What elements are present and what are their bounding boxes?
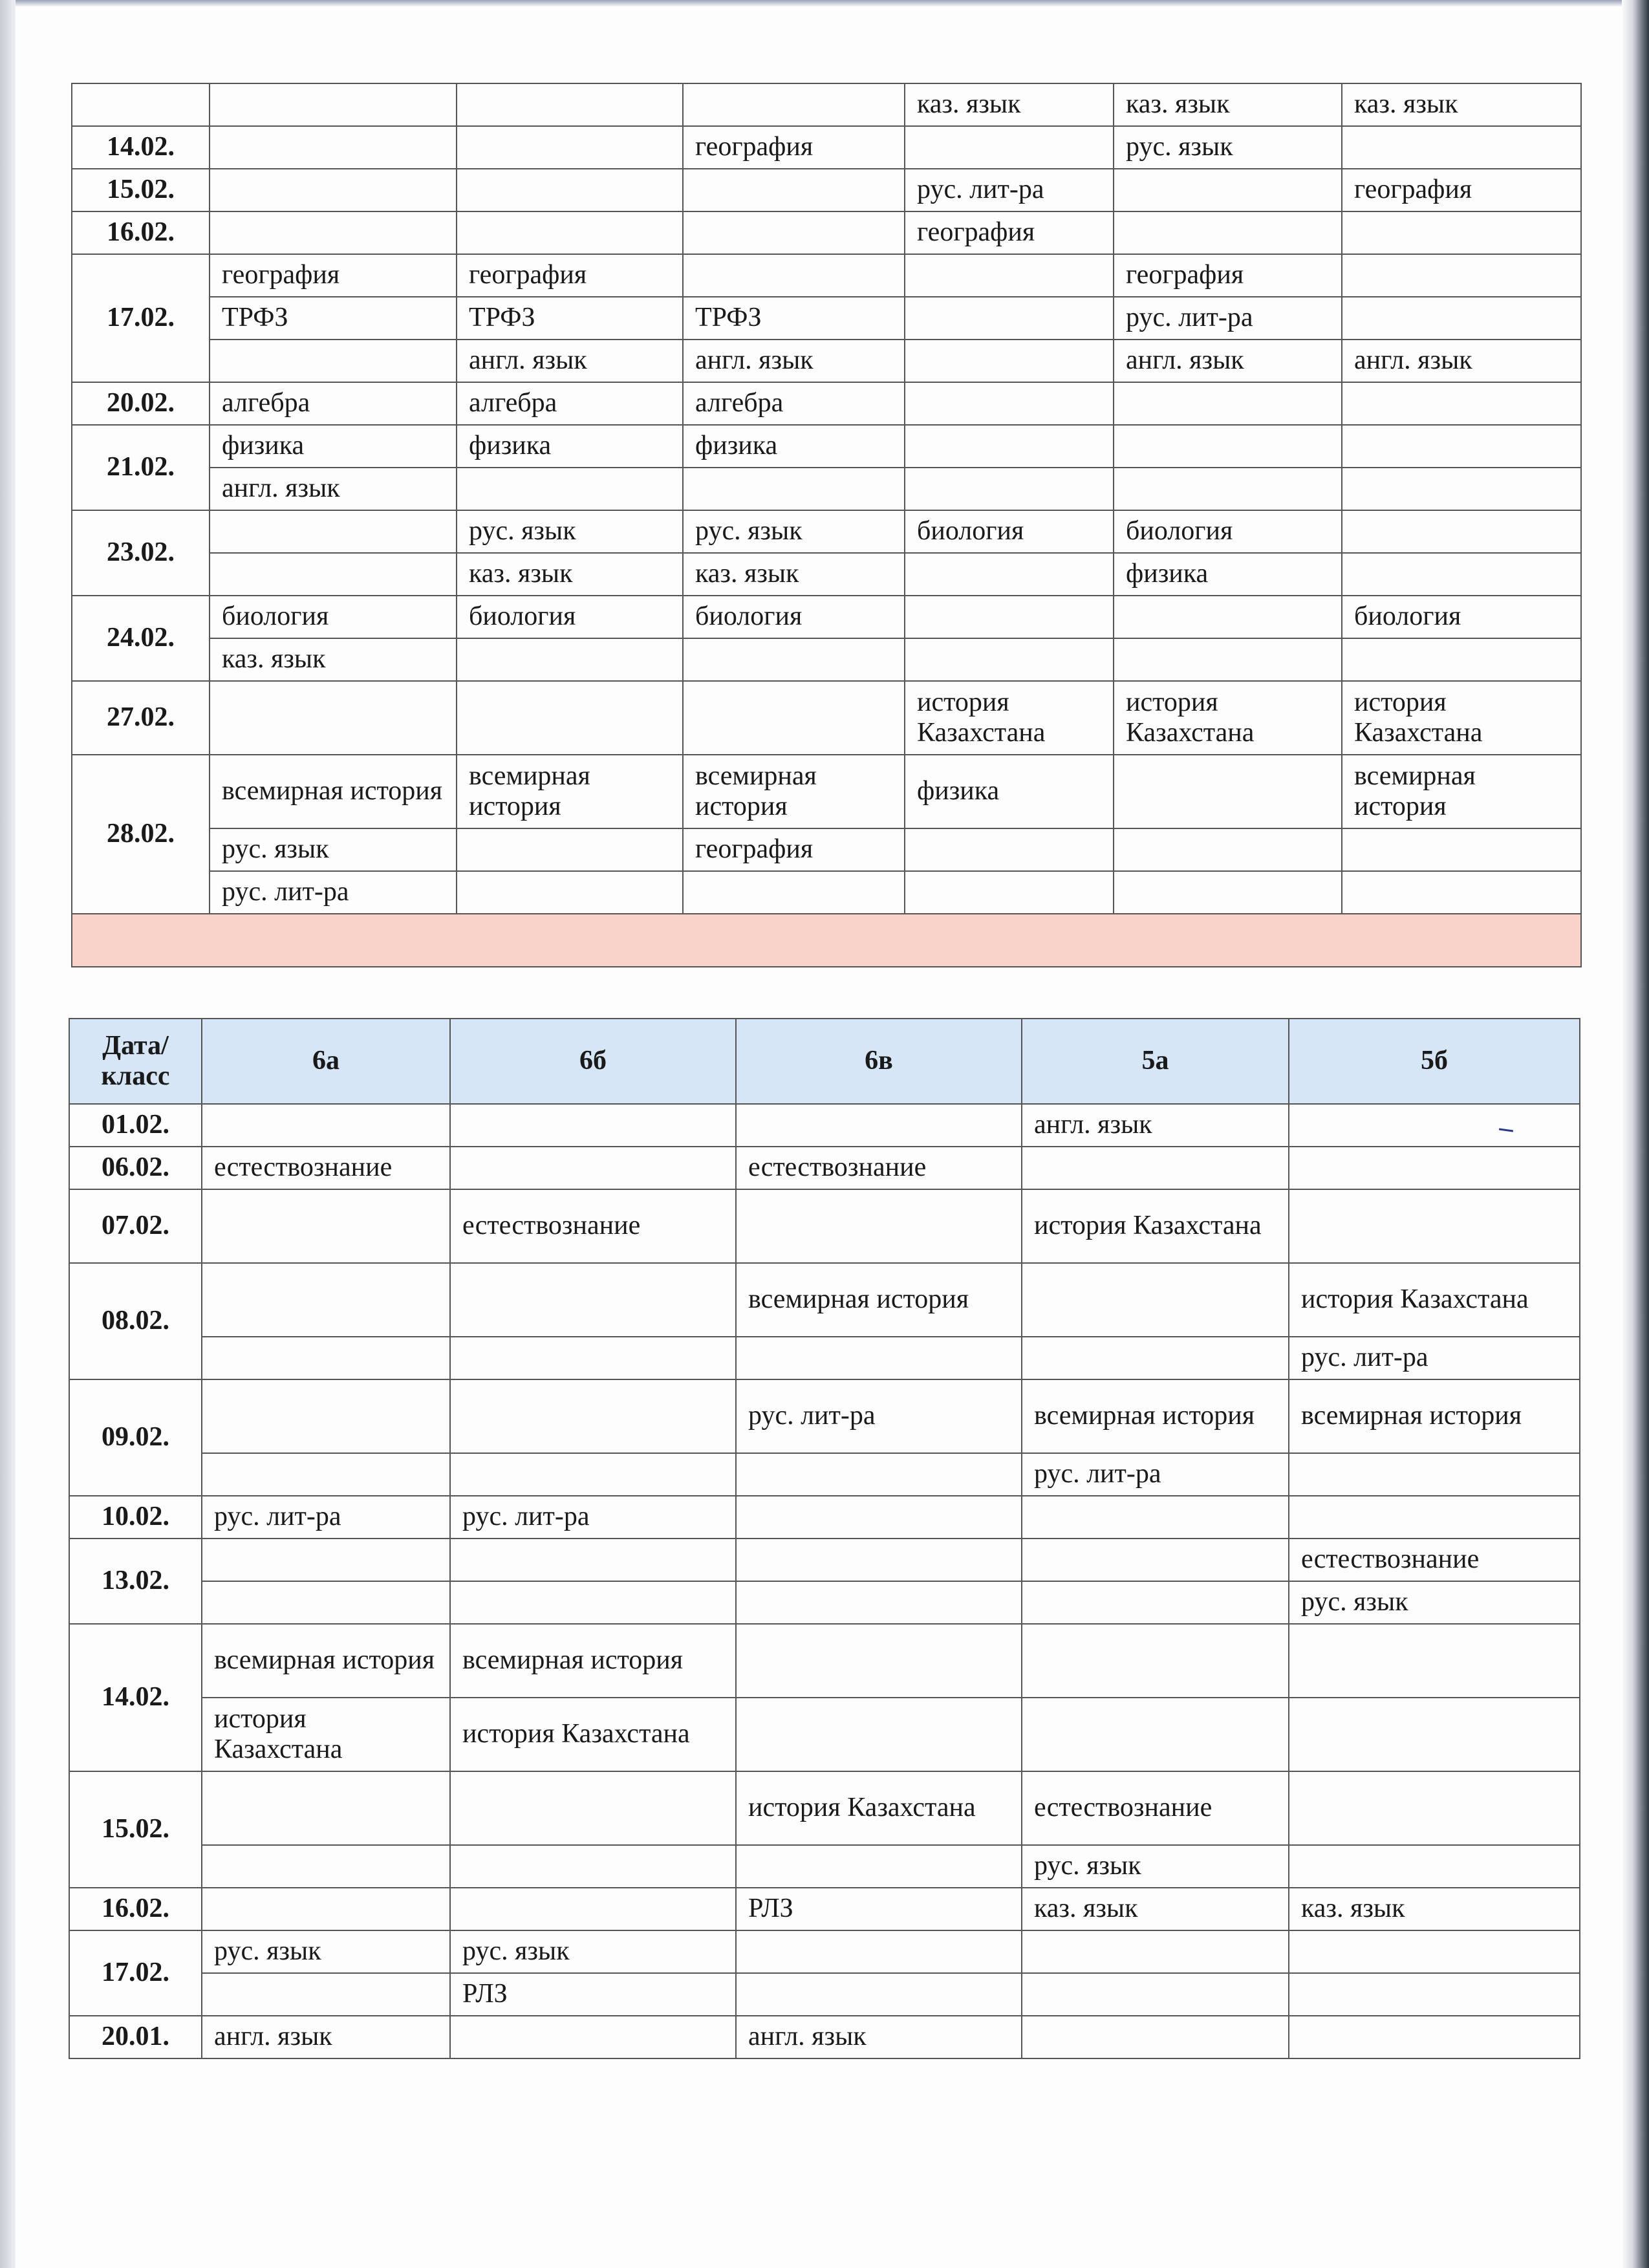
table-cell [1114, 468, 1342, 510]
table-cell [736, 1337, 1022, 1379]
table-cell: каз. язык [1342, 83, 1581, 126]
table-cell [683, 871, 905, 914]
table-cell [1022, 1581, 1289, 1624]
table-cell [202, 1453, 450, 1496]
table-row [69, 1104, 1580, 1147]
table-cell [1342, 211, 1581, 254]
date-cell: 14.02. [72, 126, 210, 169]
table-cell [1114, 871, 1342, 914]
table-cell: география [905, 211, 1114, 254]
table-cell [457, 871, 683, 914]
table-cell [457, 126, 683, 169]
table-cell [1022, 1539, 1289, 1581]
table-cell [1022, 1973, 1289, 2016]
table-cell [736, 1973, 1022, 2016]
table-row [72, 828, 1581, 871]
table-cell [202, 1771, 450, 1845]
table-cell [202, 1845, 450, 1888]
table-cell [210, 510, 457, 553]
date-cell: 27.02. [72, 681, 210, 755]
table-row [72, 510, 1581, 553]
table-row [72, 638, 1581, 681]
table-cell: биология [683, 596, 905, 638]
table-cell: англ. язык [457, 340, 683, 382]
table-cell: ТРФЗ [683, 297, 905, 340]
table-cell [1022, 1147, 1289, 1189]
table-cell [736, 1581, 1022, 1624]
table-cell: англ. язык [1022, 1104, 1289, 1147]
table-cell [736, 1496, 1022, 1539]
table-row [69, 1453, 1580, 1496]
table-cell [210, 169, 457, 211]
table-row [69, 1888, 1580, 1930]
table-cell: каз. язык [1022, 1888, 1289, 1930]
table-cell: РЛЗ [736, 1888, 1022, 1930]
table-cell [1289, 1698, 1580, 1771]
table-cell: история Казахстана [736, 1771, 1022, 1845]
header-6v: 6в [736, 1019, 1022, 1104]
table-cell [1114, 828, 1342, 871]
table-cell: физика [683, 425, 905, 468]
table-cell [210, 83, 457, 126]
table-cell: всемирная история [1022, 1379, 1289, 1453]
table-cell [210, 340, 457, 382]
table-cell [202, 1581, 450, 1624]
table-cell: рус. лит-ра [1022, 1453, 1289, 1496]
table-cell [1114, 425, 1342, 468]
date-cell: 06.02. [69, 1147, 202, 1189]
table-cell [210, 126, 457, 169]
table-cell: рус. лит-ра [1289, 1337, 1580, 1379]
date-cell: 15.02. [69, 1771, 202, 1888]
table-cell: алгебра [210, 382, 457, 425]
table-cell [905, 340, 1114, 382]
table-cell [1342, 382, 1581, 425]
table-cell: рус. язык [1022, 1845, 1289, 1888]
table-cell: каз. язык [905, 83, 1114, 126]
date-cell: 07.02. [69, 1189, 202, 1263]
date-cell: 17.02. [72, 254, 210, 382]
table-cell [202, 1973, 450, 2016]
table-cell [1289, 1845, 1580, 1888]
table-cell [457, 468, 683, 510]
table-cell [202, 1888, 450, 1930]
table-cell [210, 211, 457, 254]
table-row [72, 468, 1581, 510]
date-cell: 01.02. [69, 1104, 202, 1147]
table-cell [1289, 1624, 1580, 1698]
table-cell: история Казахстана [905, 681, 1114, 755]
table-cell [1289, 1104, 1580, 1147]
table-row [72, 340, 1581, 382]
date-cell: 20.02. [72, 382, 210, 425]
table-cell: всемирная история [210, 755, 457, 828]
table-cell: биология [210, 596, 457, 638]
table-cell: ТРФЗ [457, 297, 683, 340]
date-cell [72, 83, 210, 126]
header-date-class: Дата/ класс [69, 1019, 202, 1104]
table-cell [1114, 169, 1342, 211]
table-cell [1114, 596, 1342, 638]
table-cell [1342, 638, 1581, 681]
table-cell: рус. лит-ра [202, 1496, 450, 1539]
date-cell: 17.02. [69, 1930, 202, 2016]
table-row [72, 681, 1581, 755]
schedule-table-bottom [69, 1018, 1580, 2059]
table-cell [450, 1845, 736, 1888]
table-cell [683, 83, 905, 126]
table-cell [457, 211, 683, 254]
date-cell: 08.02. [69, 1263, 202, 1379]
table-cell [905, 596, 1114, 638]
table-cell: всемирная история [1289, 1379, 1580, 1453]
table-cell [1342, 425, 1581, 468]
table-row [72, 425, 1581, 468]
table-cell: всемирная история [736, 1263, 1022, 1337]
table-cell: история Казахстана [202, 1698, 450, 1771]
table-cell [1289, 1973, 1580, 2016]
table-cell: всемирная история [457, 755, 683, 828]
table-row [72, 755, 1581, 828]
table-cell [202, 1263, 450, 1337]
table-cell: естествознание [450, 1189, 736, 1263]
table-row [69, 1845, 1580, 1888]
table-cell [1342, 254, 1581, 297]
table-cell [905, 297, 1114, 340]
date-cell: 20.01. [69, 2016, 202, 2058]
table-cell [1342, 468, 1581, 510]
table-cell [736, 1104, 1022, 1147]
table-cell: биология [457, 596, 683, 638]
table-cell [1342, 510, 1581, 553]
table-cell: рус. лит-ра [450, 1496, 736, 1539]
table-cell [905, 553, 1114, 596]
scan-edge-left [0, 0, 16, 2268]
date-cell: 21.02. [72, 425, 210, 510]
table-cell [1022, 1263, 1289, 1337]
table-cell: естествознание [202, 1147, 450, 1189]
table-row [72, 553, 1581, 596]
table-row [72, 596, 1581, 638]
table-cell: рус. язык [1114, 126, 1342, 169]
table-cell [1342, 126, 1581, 169]
table-cell [1114, 382, 1342, 425]
table-cell [905, 126, 1114, 169]
table-cell [202, 1104, 450, 1147]
table-cell [450, 1379, 736, 1453]
table-cell [450, 1771, 736, 1845]
table-cell [1342, 553, 1581, 596]
table-row [72, 297, 1581, 340]
table-cell [683, 468, 905, 510]
table-cell: рус. язык [202, 1930, 450, 1973]
header-6a: 6а [202, 1019, 450, 1104]
table-cell: физика [1114, 553, 1342, 596]
table-cell: рус. язык [210, 828, 457, 871]
table-cell [683, 638, 905, 681]
table-cell: естествознание [1022, 1771, 1289, 1845]
header-6b: 6б [450, 1019, 736, 1104]
table-cell [736, 1845, 1022, 1888]
table-row [72, 83, 1581, 126]
table-cell [1022, 1698, 1289, 1771]
table-cell [202, 1379, 450, 1453]
table-row [69, 1581, 1580, 1624]
date-cell: 09.02. [69, 1379, 202, 1496]
header-5a: 5а [1022, 1019, 1289, 1104]
table-cell [457, 169, 683, 211]
table-row [69, 1379, 1580, 1453]
table-cell [202, 1539, 450, 1581]
table-row [69, 1147, 1580, 1189]
table-cell [1289, 1771, 1580, 1845]
table-row [69, 1771, 1580, 1845]
table-cell: география [683, 126, 905, 169]
table-cell: алгебра [457, 382, 683, 425]
scan-edge-right [1622, 0, 1649, 2268]
table-cell: география [457, 254, 683, 297]
table-cell [736, 1698, 1022, 1771]
table-cell [450, 2016, 736, 2058]
date-cell: 24.02. [72, 596, 210, 681]
table-cell [736, 1189, 1022, 1263]
table-row [69, 1930, 1580, 1973]
table-cell [905, 382, 1114, 425]
date-cell: 15.02. [72, 169, 210, 211]
table-cell [1289, 1496, 1580, 1539]
schedule-table-top [71, 83, 1582, 967]
table-cell [905, 468, 1114, 510]
table-row [72, 169, 1581, 211]
table-cell [1022, 1337, 1289, 1379]
table-cell: история Казахстана [1022, 1189, 1289, 1263]
table-cell: каз. язык [683, 553, 905, 596]
table-cell [1022, 2016, 1289, 2058]
table-cell [905, 871, 1114, 914]
date-cell: 28.02. [72, 755, 210, 914]
table-cell: англ. язык [1114, 340, 1342, 382]
table-cell: каз. язык [210, 638, 457, 681]
table-cell: рус. язык [457, 510, 683, 553]
table-cell: всемирная история [1342, 755, 1581, 828]
table-cell: физика [457, 425, 683, 468]
table-row [69, 1189, 1580, 1263]
table-cell: каз. язык [1114, 83, 1342, 126]
table-row [69, 1496, 1580, 1539]
table-cell [736, 1624, 1022, 1698]
table-cell [457, 638, 683, 681]
table-cell [450, 1263, 736, 1337]
table-row [69, 1624, 1580, 1698]
table-cell [1114, 755, 1342, 828]
table-cell: рус. язык [683, 510, 905, 553]
table-row [69, 1337, 1580, 1379]
table-cell: история Казахстана [1289, 1263, 1580, 1337]
date-cell: 10.02. [69, 1496, 202, 1539]
table-cell [736, 1930, 1022, 1973]
table-cell: каз. язык [457, 553, 683, 596]
table-cell [683, 211, 905, 254]
table-cell [905, 638, 1114, 681]
table-cell [1289, 1147, 1580, 1189]
table-cell: физика [905, 755, 1114, 828]
table-cell [736, 1453, 1022, 1496]
table-cell [683, 169, 905, 211]
table-cell: англ. язык [683, 340, 905, 382]
table-cell: биология [1342, 596, 1581, 638]
table-cell: алгебра [683, 382, 905, 425]
table-cell: ТРФЗ [210, 297, 457, 340]
table-row [72, 254, 1581, 297]
table-row [69, 1698, 1580, 1771]
table-cell [1342, 871, 1581, 914]
table-cell [210, 553, 457, 596]
table-cell [457, 681, 683, 755]
table-cell: РЛЗ [450, 1973, 736, 2016]
table-cell [450, 1581, 736, 1624]
table-cell [1342, 828, 1581, 871]
table-cell [450, 1453, 736, 1496]
table-cell: история Казахстана [1342, 681, 1581, 755]
table-cell [1289, 1189, 1580, 1263]
scan-edge-top [0, 0, 1649, 6]
header-5b: 5б [1289, 1019, 1580, 1104]
table-row [72, 126, 1581, 169]
table-cell [1289, 1453, 1580, 1496]
table-cell: англ. язык [202, 2016, 450, 2058]
table-cell [736, 1539, 1022, 1581]
table-row [69, 1973, 1580, 2016]
table-cell [1289, 2016, 1580, 2058]
table-cell: география [1114, 254, 1342, 297]
table-cell [1022, 1496, 1289, 1539]
table-cell [1114, 638, 1342, 681]
table-cell [457, 828, 683, 871]
table-cell: всемирная история [202, 1624, 450, 1698]
table-cell: всемирная история [450, 1624, 736, 1698]
table-cell: география [683, 828, 905, 871]
date-cell: 13.02. [69, 1539, 202, 1624]
table-cell [683, 254, 905, 297]
table-cell: всемирная история [683, 755, 905, 828]
table-cell: рус. лит-ра [905, 169, 1114, 211]
table-row [72, 871, 1581, 914]
table-cell [905, 254, 1114, 297]
table-row [72, 211, 1581, 254]
table-cell [457, 83, 683, 126]
table-cell: биология [905, 510, 1114, 553]
table-cell [1022, 1930, 1289, 1973]
table-cell [683, 681, 905, 755]
table-cell [1289, 1930, 1580, 1973]
table-cell [450, 1539, 736, 1581]
table-cell: рус. лит-ра [1114, 297, 1342, 340]
table-cell [450, 1888, 736, 1930]
table-cell: рус. язык [450, 1930, 736, 1973]
table-cell [450, 1337, 736, 1379]
table-cell: рус. лит-ра [736, 1379, 1022, 1453]
table-cell [905, 828, 1114, 871]
table-cell: естествознание [1289, 1539, 1580, 1581]
table-cell: каз. язык [1289, 1888, 1580, 1930]
table-cell [450, 1147, 736, 1189]
table-cell: рус. лит-ра [210, 871, 457, 914]
table-cell: естествознание [736, 1147, 1022, 1189]
table-cell [1114, 211, 1342, 254]
header-row [69, 1019, 1580, 1104]
table-cell [1342, 297, 1581, 340]
table-cell: англ. язык [210, 468, 457, 510]
date-cell: 16.02. [69, 1888, 202, 1930]
table-row [72, 382, 1581, 425]
table-cell [202, 1337, 450, 1379]
table-cell: биология [1114, 510, 1342, 553]
table-row [69, 2016, 1580, 2058]
table-cell [905, 425, 1114, 468]
table-cell: рус. язык [1289, 1581, 1580, 1624]
table-cell: англ. язык [1342, 340, 1581, 382]
table-cell: история Казахстана [450, 1698, 736, 1771]
date-cell: 16.02. [72, 211, 210, 254]
separator-cell [72, 914, 1581, 967]
table-cell: история Казахстана [1114, 681, 1342, 755]
table-cell [450, 1104, 736, 1147]
date-cell: 23.02. [72, 510, 210, 596]
table-cell: физика [210, 425, 457, 468]
table-cell: география [1342, 169, 1581, 211]
table-cell: англ. язык [736, 2016, 1022, 2058]
table-cell: география [210, 254, 457, 297]
separator-row [72, 914, 1581, 967]
table-row [69, 1263, 1580, 1337]
table-cell [1022, 1624, 1289, 1698]
table-cell [202, 1189, 450, 1263]
date-cell: 14.02. [69, 1624, 202, 1771]
table-row [69, 1539, 1580, 1581]
table-cell [210, 681, 457, 755]
